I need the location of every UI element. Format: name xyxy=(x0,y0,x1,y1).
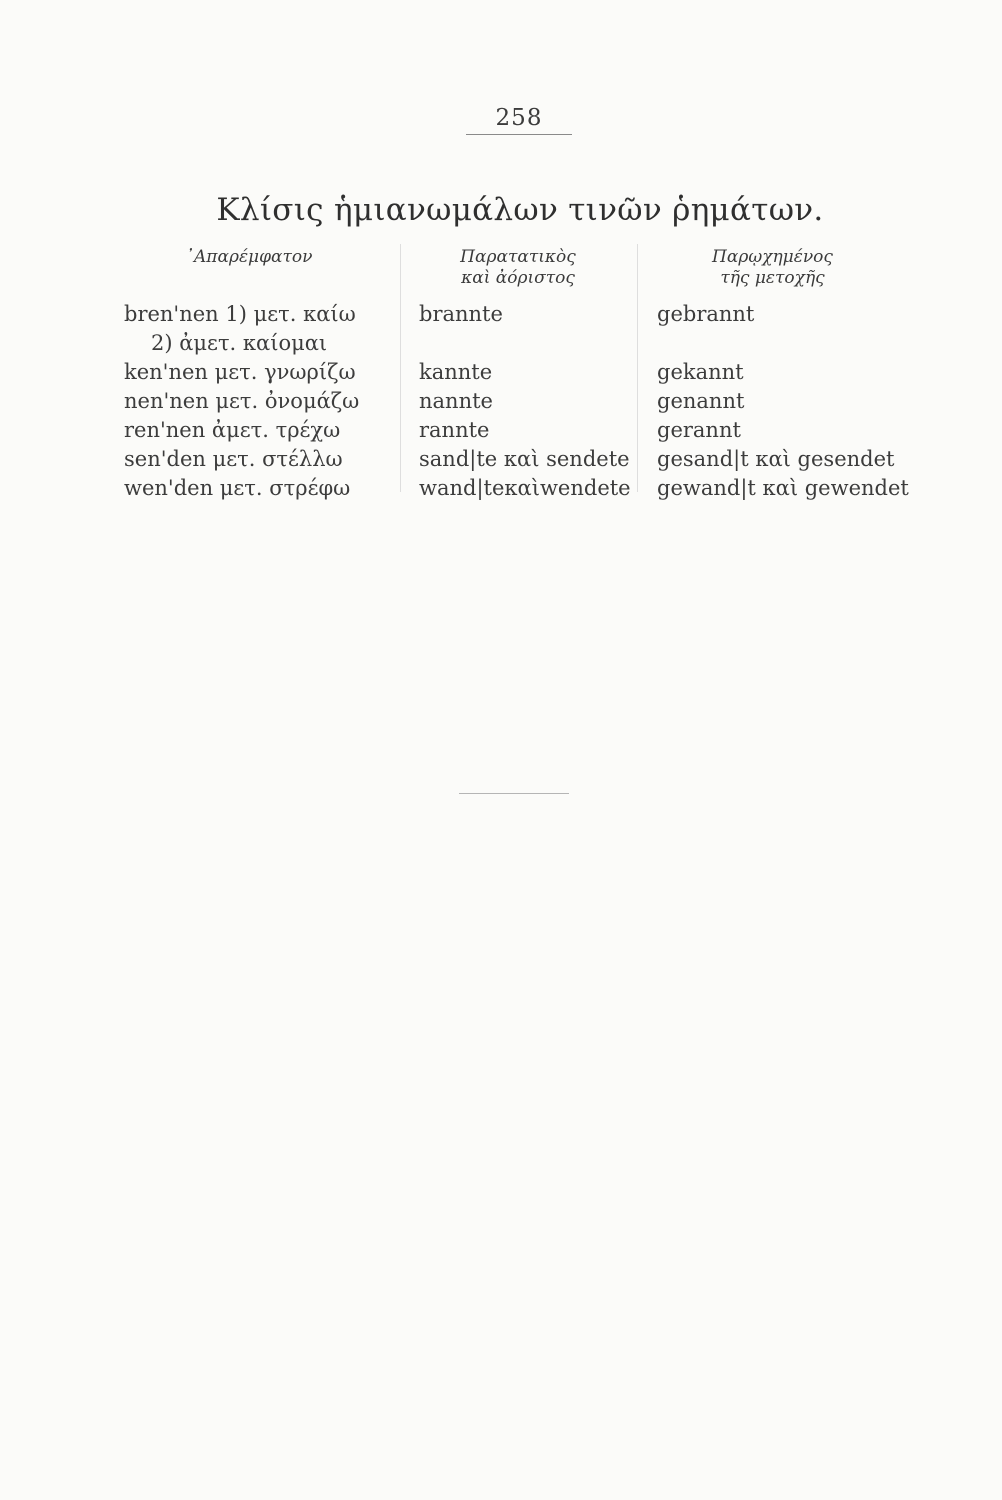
table-row xyxy=(0,474,1002,503)
column-header-imperfect xyxy=(403,247,633,289)
page-number-rule xyxy=(466,134,572,135)
cell-participle: gewand|t καὶ gewendet xyxy=(657,476,909,500)
cell-infinitive: sen'den μετ. στέλλω xyxy=(124,447,343,471)
cell-imperfect: wand|teκαὶwendete xyxy=(419,476,631,500)
page-title: Κλίσις ἡμιανωμάλων τινῶν ῥημάτων. xyxy=(216,192,824,228)
column-header-infinitive-line: ᾿Απαρέμφατον xyxy=(185,247,313,267)
table-row xyxy=(0,329,1002,358)
cell-infinitive: nen'nen μετ. ὀνομάζω xyxy=(124,389,360,413)
cell-imperfect: brannte xyxy=(419,302,503,326)
column-header-imperfect-line-1: Παρατατικὸς xyxy=(460,247,576,267)
cell-imperfect: sand|te καὶ sendete xyxy=(419,447,630,471)
cell-infinitive: bren'nen 1) μετ. καίω xyxy=(124,302,356,326)
table-row xyxy=(0,300,1002,329)
column-header-infinitive xyxy=(124,247,374,268)
table-row xyxy=(0,445,1002,474)
cell-participle: gesand|t καὶ gesendet xyxy=(657,447,895,471)
end-rule xyxy=(459,793,569,794)
cell-infinitive: ken'nen μετ. γνωρίζω xyxy=(124,360,356,384)
column-header-imperfect-line-2: καὶ ἀόριστος xyxy=(461,268,575,288)
page-number: 258 xyxy=(495,105,543,131)
cell-imperfect: rannte xyxy=(419,418,490,442)
table-row xyxy=(0,387,1002,416)
cell-infinitive: 2) ἀμετ. καίομαι xyxy=(151,331,328,355)
table-row xyxy=(0,358,1002,387)
cell-participle: gebrannt xyxy=(657,302,755,326)
cell-imperfect: kannte xyxy=(419,360,493,384)
cell-participle: genannt xyxy=(657,389,745,413)
cell-participle: gekannt xyxy=(657,360,744,384)
column-header-participle-line-1: Παρῳχημένος xyxy=(712,247,833,267)
column-header-participle-line-2: τῆς μετοχῆς xyxy=(720,268,825,288)
column-header-participle xyxy=(640,247,905,289)
cell-participle: gerannt xyxy=(657,418,741,442)
cell-infinitive: wen'den μετ. στρέφω xyxy=(124,476,351,500)
cell-infinitive: ren'nen ἀμετ. τρέχω xyxy=(124,418,341,442)
table-row xyxy=(0,416,1002,445)
cell-imperfect: nannte xyxy=(419,389,493,413)
